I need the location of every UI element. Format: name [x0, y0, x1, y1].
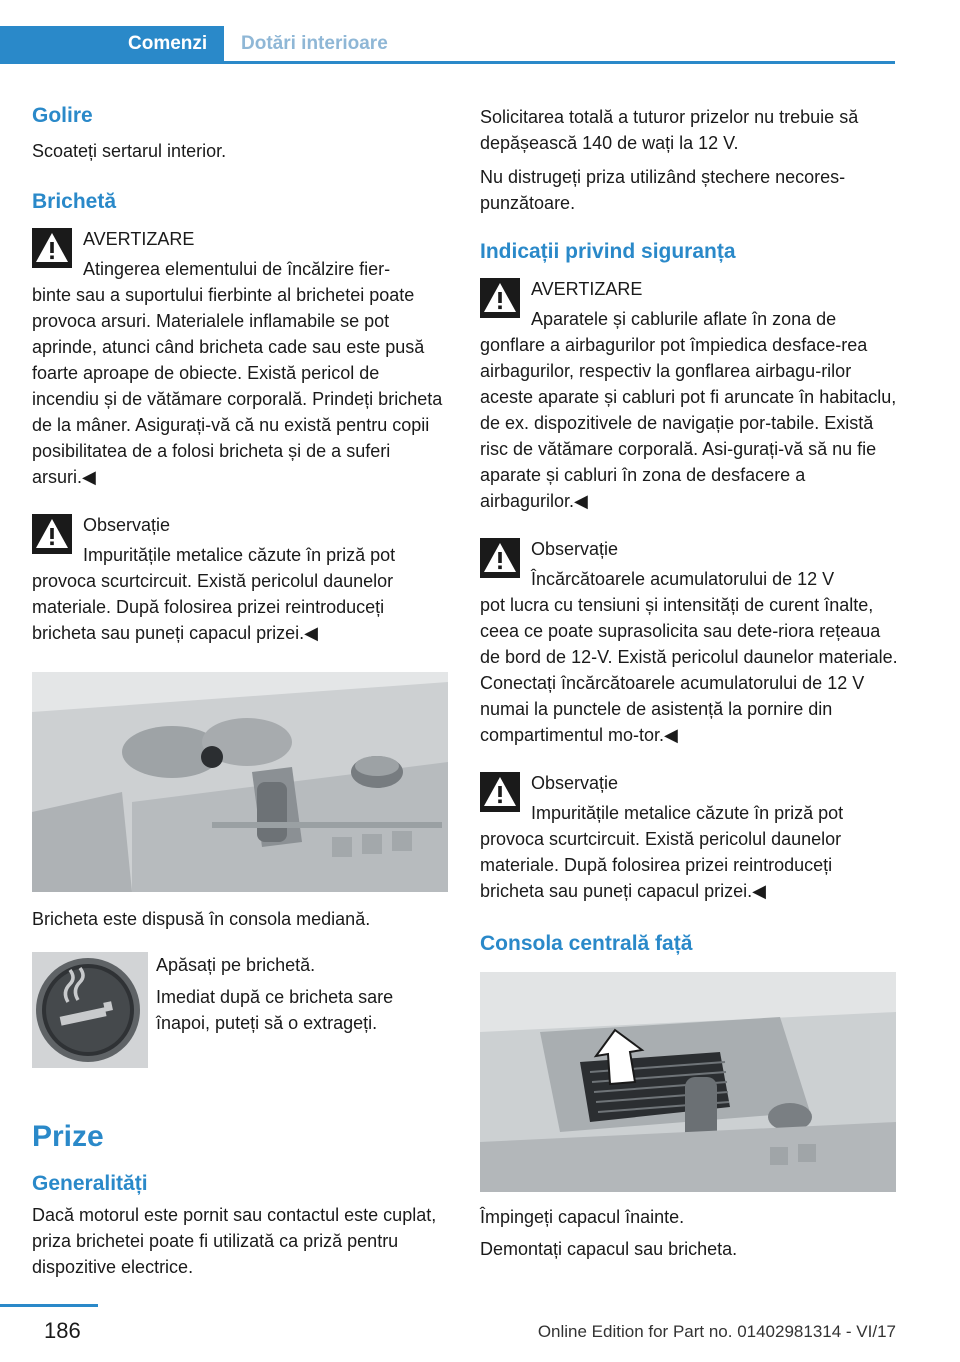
note-box-charger: [480, 536, 898, 748]
remove-cover-text: Demontați capacul sau bricheta.: [480, 1239, 738, 1259]
generalitati-text: Dacă motorul este pornit sau contactul este cuplat, priza brichetei poate fi utilizată ca priză pentru dispozitive electrice.: [32, 1205, 437, 1277]
consola-heading: Consola centrală față: [480, 932, 693, 955]
note-box-socket: [480, 770, 898, 904]
console-photo: [32, 672, 448, 892]
console-illustration: [32, 672, 448, 892]
note-label: Observație: [83, 515, 171, 535]
cigarette-lighter-icon: [32, 952, 148, 1068]
warning-triangle-icon: [32, 228, 72, 268]
note-first-line: Încărcătoarele acumulatorului de 12 V: [531, 569, 835, 589]
note-text: provoca scurtcircuit. Există pericolul daunelor materiale. După folosirea prizei reintroduceți bricheta sau puneți capacul prizei.◀: [480, 829, 842, 901]
footer-divider: [0, 1304, 98, 1307]
center-console-illustration: [480, 972, 896, 1192]
warning-box-airbag: [480, 276, 898, 514]
push-cover-text: Împingeți capacul înainte.: [480, 1207, 685, 1227]
edition-text: Online Edition for Part no. 01402981314 - VI/17: [537, 1322, 896, 1341]
extract-lighter-text: Imediat după ce bricheta sare înapoi, puteți să o extrageți.: [156, 987, 394, 1033]
prize-heading: Prize: [32, 1120, 104, 1153]
warning-text: gonflare a airbagurilor pot împiedica desface-rea airbagurilor, respectiv la gonflarea airbagu-rilor aceste aparate și cabluri pot fi aruncate în habitaclu, de ex. dispozitivele de navigație por-tabile. Există risc de vătămare corporală. Asi-gurați-vă să nu fie aparate și cabluri în zona de desfacere a airbagurilor.◀: [480, 335, 897, 511]
warning-first-line: Aparatele și cablurile aflate în zona de: [531, 309, 837, 329]
photo-caption: Bricheta este dispusă în consola mediană.: [32, 909, 371, 929]
left-column: [32, 100, 450, 1280]
warning-box-bricheta: [32, 226, 450, 490]
page-number: 186: [44, 1318, 81, 1343]
note-label: Observație: [531, 773, 619, 793]
warning-triangle-icon: [32, 514, 72, 554]
plug-warning-text: Nu distrugeți priza utilizând ștechere necores-punzătoare.: [480, 167, 846, 213]
siguranta-heading: Indicații privind siguranța: [480, 240, 736, 263]
warning-first-line: Atingerea elementului de încălzire fier-: [83, 259, 391, 279]
generalitati-heading: Generalități: [32, 1172, 148, 1195]
warning-text: binte sau a suportului fierbinte al brichetei poate provoca arsuri. Materialele inflamabile se pot aprinde, atunci când bricheta cade sau este pusă foarte aproape de obiecte. Există pericol de incendiu și de vătămare corporală. Prindeți bricheta de la mâner. Asigurați-vă că nu există pentru copii posibilitatea de a folosi bricheta și de a suferi arsuri.◀: [32, 285, 443, 487]
warning-label: AVERTIZARE: [531, 279, 643, 299]
power-limit-text: Solicitarea totală a tuturor prizelor nu trebuie să depășească 140 de wați la 12 V.: [480, 107, 859, 153]
lighter-button-icon: [32, 952, 148, 1068]
golire-text: Scoateți sertarul interior.: [32, 141, 227, 161]
note-first-line: Impuritățile metalice căzute în priză pot: [83, 545, 396, 565]
bricheta-heading: Brichetă: [32, 190, 117, 213]
page-header: [0, 0, 895, 64]
header-divider: [0, 61, 895, 64]
lighter-instruction: [32, 952, 450, 1074]
note-first-line: Impuritățile metalice căzute în priză pot: [531, 803, 844, 823]
warning-triangle-icon: [480, 538, 520, 578]
center-console-photo: [480, 972, 896, 1192]
golire-heading: Golire: [32, 104, 93, 127]
tab-comenzi[interactable]: Comenzi: [0, 26, 224, 62]
note-text: pot lucra cu tensiuni și intensități de curent înalte, ceea ce poate suprasolicita sau dete-riora rețeaua de bord de 12-V. Există pericolul daunelor materiale. Conectați încărcătoarele acumulatorului de 12 V numai la punctele de asistență la pornire din compartimentul mo-tor.◀: [480, 595, 898, 745]
press-lighter-text: Apăsați pe brichetă.: [156, 955, 316, 975]
warning-triangle-icon: [480, 772, 520, 812]
tab-dotari-interioare[interactable]: Dotări interioare: [241, 33, 388, 54]
warning-triangle-icon: [480, 278, 520, 318]
note-text: provoca scurtcircuit. Există pericolul daunelor materiale. După folosirea prizei reintroduceți bricheta sau puneți capacul prizei.◀: [32, 571, 394, 643]
right-column: [480, 100, 898, 1262]
note-box-bricheta: [32, 512, 450, 646]
warning-label: AVERTIZARE: [83, 229, 195, 249]
note-label: Observație: [531, 539, 619, 559]
